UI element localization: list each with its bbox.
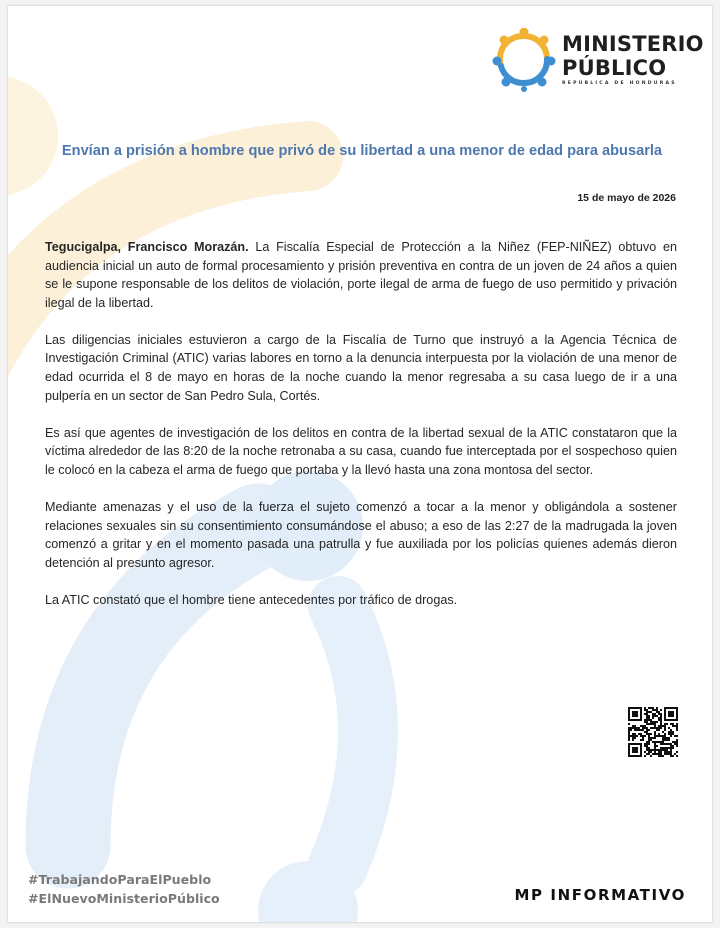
paragraph-5: La ATIC constató que el hombre tiene antecedentes por tráfico de drogas.: [45, 592, 458, 607]
logo-subtitle: REPÚBLICA DE HONDURAS: [562, 81, 677, 86]
article-body: [45, 238, 677, 628]
hashtags: [28, 870, 220, 908]
headline: Envían a prisión a hombre que privó de su libertad a una menor de edad para abusarla: [61, 143, 663, 159]
logo-line-1: MINISTERIO: [562, 32, 704, 56]
date: 15 de mayo de 2026: [577, 192, 676, 204]
logo-wordmark: [562, 32, 704, 86]
hashtag-nuevo-ministerio: #ElNuevoMinisterioPúblico: [28, 891, 220, 906]
paragraph-2: Las diligencias iniciales estuvieron a cargo de la Fiscalía de Turno que instruyó a la Agencia Técnica de Investigación Criminal (ATIC) varias labores en torno a la denuncia interpuesta por la violación de una menor de edad ocurrida el 8 de mayo en horas de la noche cuando la menor regresaba a su casa luego de ir a una pulpería en un sector de San Pedro Sula, Cortés.: [45, 332, 677, 403]
hashtag-trabajando: #TrabajandoParaElPueblo: [28, 872, 212, 887]
paragraph-1: [45, 238, 677, 312]
paragraph-4: Mediante amenazas y el uso de la fuerza el sujeto comenzó a tocar a la menor y obligándola a sostener relaciones sexuales sin su consentimiento consumándose el abuso; a eso de las 2:27 de la madrugada la joven comenzó a gritar y en el momento pasada una patrulla y fue auxiliada por los policías quienes además dieron detención al presunto agresor.: [45, 500, 677, 570]
people-circle-icon: [492, 28, 556, 92]
paragraph-3: Es así que agentes de investigación de los delitos en contra de la libertad sexual de la ATIC constataron que la víctima alrededor de las 8:20 de la noche retronaba a su casa, cuando fue interceptada por el sospechoso quien le colocó en la cabeza el arma de fuego que portaba y la llevó hasta una zona montosa del sector.: [45, 425, 677, 477]
paragraph-1-text: La Fiscalía Especial de Protección a la Niñez (FEP-NIÑEZ) obtuvo en audiencia inicial un auto de formal procesamiento y prisión preventiva en contra de un joven de 24 años a quien se le supone responsable de los delitos de violación, porte ilegal de arma de fuego de uso permitido y privación ilegal de la libertad.: [45, 240, 677, 310]
mp-informativo-label: MP INFORMATIVO: [514, 886, 686, 904]
press-release-page: [8, 6, 712, 922]
logo-line-2: PÚBLICO: [562, 56, 667, 80]
dateline: Tegucigalpa, Francisco Morazán.: [45, 240, 249, 254]
ministerio-publico-logo: [492, 26, 702, 96]
qr-code-icon[interactable]: [628, 707, 678, 757]
